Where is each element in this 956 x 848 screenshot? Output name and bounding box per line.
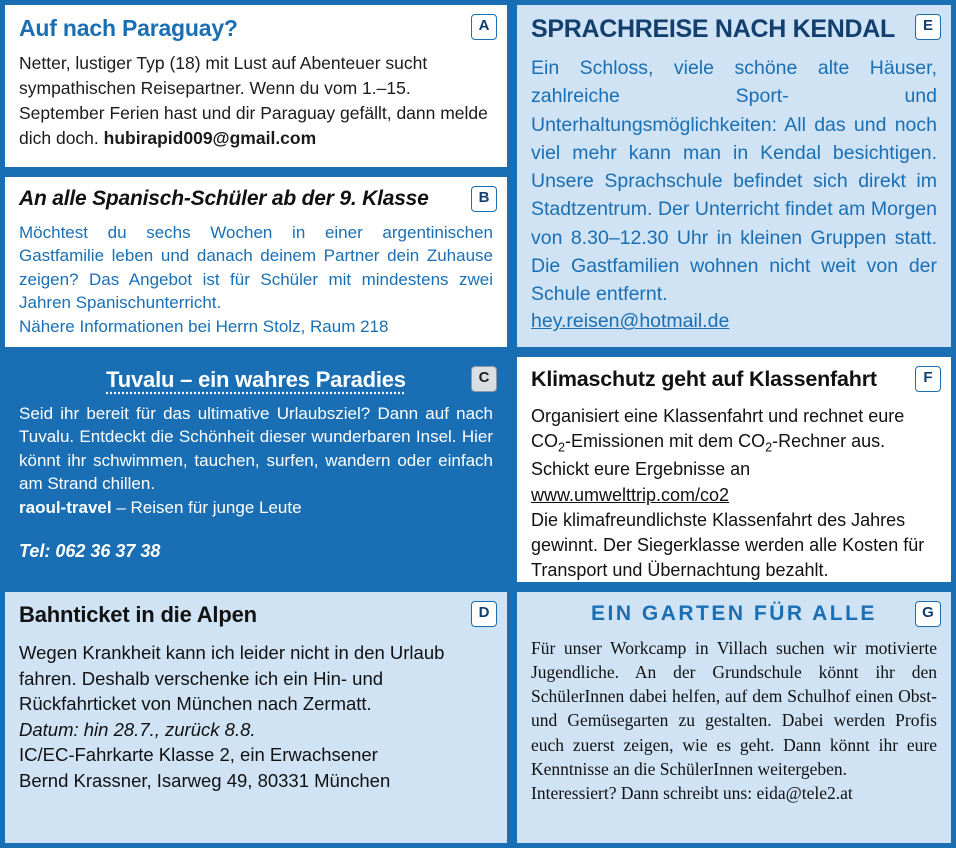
ad-card-a[interactable] [5,5,507,167]
ad-label-e: E [915,14,941,40]
ad-email-e[interactable]: hey.reisen@hotmail.de [531,310,730,333]
ad-label-a: A [471,14,497,40]
ad-title-b: An alle Spanisch-Schüler ab der 9. Klasse [19,187,429,210]
ad-body-part3-f: -Rechner aus. Schickt eure Ergebnisse an [531,431,886,480]
ad-body-text-c: Seid ihr bereit für das ultimative Urlaubsziel? Dann auf nach Tuvalu. Entdeckt die Schönheit dieser wunderbaren Insel. Hier könnt ihr schwimmen, tauchen, surfen, wandern oder einfach am Strand chillen. [19,404,493,494]
ad-body-f [531,404,937,582]
ad-contact-g[interactable]: Interessiert? Dann schreibt uns: eida@tele2.at [531,782,853,803]
ad-title-f: Klimaschutz geht auf Klassenfahrt [531,367,877,391]
ad-title-e: SPRACHREISE NACH KENDAL [531,15,895,43]
ad-card-b[interactable] [5,177,507,347]
ad-label-g: G [915,601,941,627]
ad-body-d: Wegen Krankheit kann ich leider nicht in den Urlaub fahren. Deshalb verschenke ich ein Hin- und Rückfahrticket von München nach Zermatt. [19,642,445,715]
co2-subscript-2: 2 [765,440,773,455]
ad-body-e: Ein Schloss, viele schöne alte Häuser, zahlreiche Sport- und Unterhaltungsmöglichkeiten: All das und noch viel mehr kann man in Kendal besichtigen. Unsere Sprachschule befindet sich direkt im Stadtzentrum. Der Unterricht findet am Morgen von 8.30–12.30 Uhr in kleinen Gruppen statt. Die Gastfamilien wohnen nicht weit von der Schule entfernt. [531,57,937,306]
ad-card-e[interactable] [517,5,951,347]
ad-title-g: EIN GARTEN FÜR ALLE [591,602,877,625]
ad-body-part2-f: -Emissionen mit dem CO [565,431,766,452]
ad-link-f[interactable]: www.umwelttrip.com/co2 [531,484,730,505]
ad-card-g[interactable] [517,592,951,843]
ad-phone-c: Tel: 062 36 37 38 [19,541,161,562]
ad-body-part1-f: Organisiert eine Klassenfahrt und rechnet eure CO [531,406,905,452]
ad-title-d: Bahnticket in die Alpen [19,602,257,627]
ad-title-a: Auf nach Paraguay? [19,15,238,41]
ad-email-a[interactable]: hubirapid009@gmail.com [103,127,317,148]
ad-label-b: B [471,186,497,212]
ad-label-d: D [471,601,497,627]
ad-body-g: Für unser Workcamp in Villach suchen wir motivierte Jugendliche. An der Grundschule könnt ihr den SchülerInnen dabei helfen, auf dem Schulhof einen Obst- und Gemüsegarten zu gestalten. Dabei werden Profis euch zuerst zeigen, wie es geht. Dann könnt ihr eure Kenntnisse an die SchülerInnen weitergeben. [531,638,937,779]
ad-card-d[interactable] [5,592,507,843]
ad-body-b: Möchtest du sechs Wochen in einer argentinischen Gastfamilie leben und danach deinem Partner dein Zuhause zeigen? Das Angebot ist für Schüler mit mindestens zwei Jahren Spanischunterricht. [19,223,493,313]
ad-card-c[interactable] [5,357,507,582]
co2-subscript-1: 2 [558,440,566,455]
ad-body-text-a: Netter, lustiger Typ (18) mit Lust auf Abenteuer sucht sympathischen Reisepartner. Wenn du vom 1.–15. September Ferien hast und dir Paraguay gefällt, dann melde dich doch. [19,53,488,148]
ad-card-f[interactable] [517,357,951,582]
ad-label-f: F [915,366,941,392]
ad-contact-b: Nähere Informationen bei Herrn Stolz, Raum 218 [19,316,389,336]
ad-body-c [19,402,493,519]
ad-brand-c: raoul-travel [19,497,112,517]
ad-title-c: Tuvalu – ein wahres Paradies [106,367,406,392]
ad-sender-d: Bernd Krassner, Isarweg 49, 80331 München [19,769,391,791]
ad-detail-d: IC/EC-Fahrkarte Klasse 2, ein Erwachsener [19,744,378,766]
ad-date-d: Datum: hin 28.7., zurück 8.8. [19,718,256,740]
ad-brand-tail-c: – Reisen für junge Leute [111,497,302,517]
ad-label-c: C [471,366,497,392]
ad-body-a [19,51,493,150]
ad-body-part4-f: Die klimafreundlichste Klassenfahrt des Jahres gewinnt. Der Siegerklasse werden alle Kosten für Transport und Übernachtung bezahlt. [531,509,925,581]
